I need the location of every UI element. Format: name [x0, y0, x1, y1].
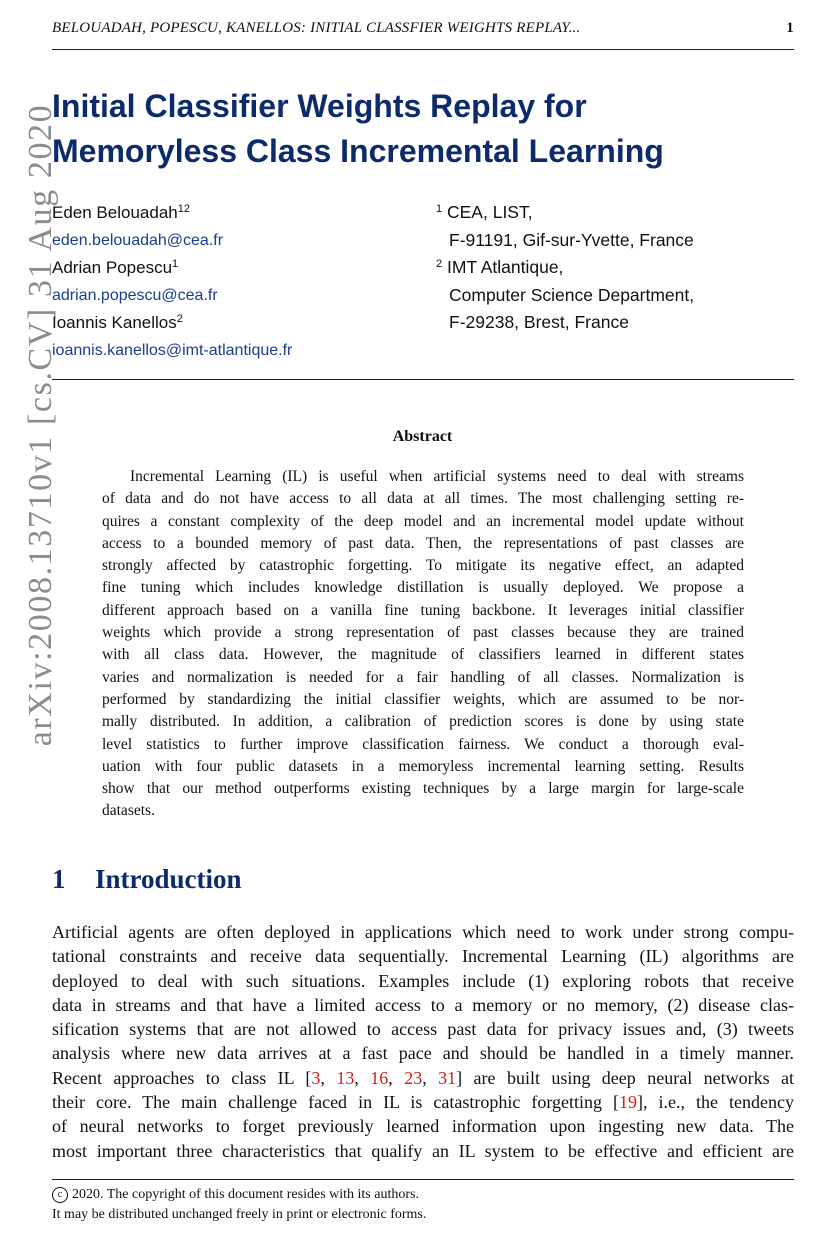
- author-1: [52, 199, 412, 227]
- title-line-1: Initial Classifier Weights Replay for: [52, 88, 587, 124]
- paragraph-line: deployed to deal with such situations. Examples include (1) exploring robots that receive: [52, 970, 794, 991]
- author-affiliation-mark: 12: [177, 203, 190, 215]
- abstract-line: varies and normalization is needed for a fair handling of all classes. Normalization is: [102, 668, 744, 686]
- paragraph-line: Artificial agents are often deployed in applications which need to work under strong compu-: [52, 922, 794, 942]
- page-number: 1: [786, 20, 794, 36]
- title-line-2: Memoryless Class Incremental Learning: [52, 133, 664, 169]
- affiliation-text: CEA, LIST,: [447, 202, 533, 222]
- paragraph-line: data in streams and that have a limited access to a memory or no memory, (2) disease clas-: [52, 994, 794, 1015]
- affiliation-line: F-91191, Gif-sur-Yvette, France: [449, 229, 694, 250]
- affiliation-mark: 2: [436, 258, 443, 270]
- abstract-line: strongly affected by catastrophic forgetting. To mitigate its negative effect, an adapted: [102, 557, 744, 575]
- abstract-line: Incremental Learning (IL) is useful when artificial systems need to deal with streams: [130, 468, 744, 485]
- citation-link[interactable]: 13: [336, 1067, 355, 1088]
- abstract-line: datasets.: [102, 802, 155, 820]
- affiliation-text: IMT Atlantique,: [447, 257, 564, 277]
- affiliation-line: F-29238, Brest, France: [449, 312, 629, 332]
- line-text: ] are built using deep neural networks at: [456, 1067, 795, 1088]
- abstract-line: performed by standardizing the initial classifier weights, which are assumed to be nor-: [102, 690, 744, 708]
- paper-title: [52, 84, 772, 174]
- author-name: Eden Belouadah: [52, 203, 178, 222]
- copyright-icon: c: [52, 1187, 68, 1203]
- line-text: ], i.e., the tendency: [637, 1092, 794, 1113]
- header-rule: [52, 49, 794, 50]
- running-header: [52, 20, 794, 44]
- affiliation-line: [436, 254, 796, 282]
- abstract-body: [102, 466, 744, 823]
- author-3: [52, 309, 412, 337]
- paragraph-line: tational constraints and receive data sequentially. Incremental Learning (IL) algorithms are: [52, 946, 794, 967]
- section-title: Introduction: [95, 864, 242, 894]
- footer-rule: [52, 1179, 794, 1180]
- line-text: Recent approaches to class IL [: [52, 1067, 312, 1088]
- paragraph-line: [52, 1090, 794, 1114]
- abstract-line: different approach based on a vanilla fine tuning backbone. It leverages initial classifier: [102, 601, 744, 619]
- affiliation-line: Computer Science Department,: [449, 284, 695, 305]
- author-email-link[interactable]: adrian.popescu@cea.fr: [52, 286, 218, 304]
- paragraph-line: sification systems that are not allowed to access past data for privacy issues and, (3) tweets: [52, 1019, 794, 1040]
- line-text: their core. The main challenge faced in IL is catastrophic forgetting [: [52, 1092, 620, 1113]
- paragraph-line: Recent approaches to class IL [3, 13, 16, 23, 31] are built using deep neural networks at: [52, 1067, 795, 1088]
- abstract-line: uation with four public datasets in a memoryless incremental learning setting. Results: [102, 757, 744, 775]
- abstract-line: fine tuning which includes knowledge distillation is usually deployed. We propose a: [102, 579, 744, 597]
- affiliation-mark: 1: [436, 203, 443, 215]
- abstract-line: access to a bounded memory of past data. Then, the representations of past classes are: [102, 534, 744, 552]
- copyright-footer: [52, 1185, 794, 1225]
- abstract-heading: Abstract: [392, 428, 453, 445]
- author-email-link[interactable]: ioannis.kanellos@imt-atlantique.fr: [52, 341, 293, 359]
- author-affiliation-mark: 1: [172, 258, 179, 270]
- arxiv-stamp-text: arXiv:2008.13710v1 [cs.CV] 31 Aug 2020: [22, 103, 59, 747]
- footer-line: [52, 1185, 794, 1205]
- citation-link[interactable]: 23: [404, 1067, 423, 1088]
- author-name: Ioannis Kanellos: [52, 313, 177, 332]
- author-list: [52, 199, 412, 364]
- paragraph-line: of neural networks to forget previously learned information upon ingesting new data. The: [52, 1116, 794, 1137]
- running-title: BELOUADAH, POPESCU, KANELLOS: INITIAL CLASSFIER WEIGHTS REPLAY...: [52, 20, 581, 36]
- affiliation-list: [436, 199, 796, 337]
- paragraph-line: most important three characteristics that qualify an IL system to be effective and efficient are: [52, 1140, 794, 1161]
- section-number: 1: [52, 864, 66, 894]
- abstract-line: with all class data. However, the magnitude of classifiers learned in different states: [102, 646, 744, 664]
- author-2: [52, 254, 412, 282]
- citation-link[interactable]: 19: [619, 1092, 638, 1113]
- title-block-rule: [52, 379, 794, 380]
- introduction-body: [52, 920, 794, 1163]
- paragraph-line: analysis where new data arrives at a fast pace and should be handled in a timely manner.: [52, 1043, 794, 1064]
- abstract-line: weights which provide a strong representation of past classes because they are trained: [102, 624, 744, 642]
- footer-text: 2020. The copyright of this document resides with its authors.: [72, 1187, 419, 1202]
- affiliation-line: [436, 199, 796, 227]
- section-heading: [52, 864, 242, 895]
- abstract-line: level statistics to further improve classification fairness. We conduct a thorough eval-: [102, 735, 744, 753]
- author-email-link[interactable]: eden.belouadah@cea.fr: [52, 231, 224, 249]
- author-affiliation-mark: 2: [176, 313, 183, 325]
- citation-link[interactable]: 31: [438, 1067, 457, 1088]
- abstract-line: show that our method outperforms existing techniques by a large margin for large-scale: [102, 780, 744, 798]
- abstract-line: quires a constant complexity of the deep model and an incremental model update without: [102, 512, 744, 530]
- citation-link[interactable]: 3: [311, 1067, 321, 1088]
- abstract-line: mally distributed. In addition, a calibration of prediction scores is done by using state: [102, 713, 744, 731]
- citation-link[interactable]: 16: [370, 1067, 389, 1088]
- author-name: Adrian Popescu: [52, 258, 173, 277]
- footer-line: It may be distributed unchanged freely in print or electronic forms.: [52, 1207, 427, 1222]
- abstract-line: of data and do not have access to all data at all times. The most challenging setting re-: [102, 490, 744, 508]
